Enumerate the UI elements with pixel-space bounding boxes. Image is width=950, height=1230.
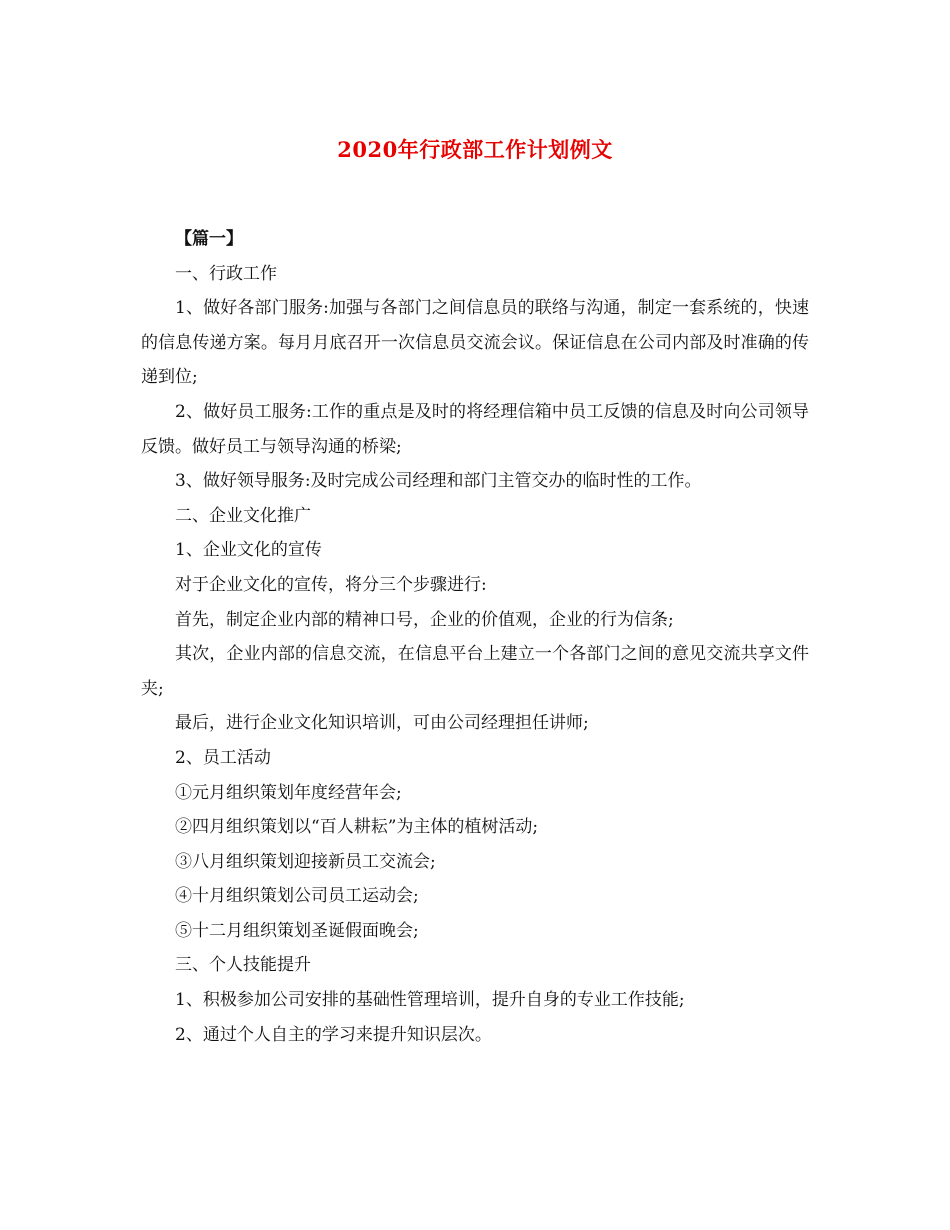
subheading: 2、员工活动 [175, 747, 271, 768]
list-item: ①元月组织策划年度经营年会; [175, 782, 402, 803]
paragraph: 1、做好各部门服务:加强与各部门之间信息员的联络与沟通，制定一套系统的，快速的信息传递方案。每月月底召开一次信息员交流会议。保证信息在公司内部及时准确的传递到位; [141, 298, 809, 388]
list-item: ⑤十二月组织策划圣诞假面晚会; [175, 920, 419, 941]
document-title: 2020年行政部工作计划例文 [337, 137, 613, 162]
paragraph: 首先，制定企业内部的精神口号，企业的价值观，企业的行为信条; [175, 609, 674, 630]
list-item: ④十月组织策划公司员工运动会; [175, 886, 419, 907]
paragraph: 2、做好员工服务:工作的重点是及时的将经理信箱中员工反馈的信息及时向公司领导反馈。做好员工与领导沟通的桥梁; [141, 401, 809, 457]
list-item: ③八月组织策划迎接新员工交流会; [175, 851, 436, 872]
paragraph: 最后，进行企业文化知识培训，可由公司经理担任讲师; [175, 713, 589, 734]
paragraph: 3、做好领导服务:及时完成公司经理和部门主管交办的临时性的工作。 [175, 471, 702, 492]
heading-admin-work: 一、行政工作 [175, 263, 277, 284]
document-body [141, 222, 809, 1052]
heading-skills: 三、个人技能提升 [175, 955, 311, 976]
section-marker: 【篇一】 [175, 229, 243, 249]
subheading: 1、企业文化的宣传 [175, 540, 322, 561]
paragraph: 2、通过个人自主的学习来提升知识层次。 [175, 1024, 492, 1045]
paragraph: 其次，企业内部的信息交流，在信息平台上建立一个各部门之间的意见交流共享文件夹; [141, 644, 809, 699]
list-item: ②四月组织策划以“百人耕耘”为主体的植树活动; [175, 817, 539, 838]
paragraph: 1、积极参加公司安排的基础性管理培训，提升自身的专业工作技能; [175, 990, 685, 1011]
heading-culture: 二、企业文化推广 [175, 505, 311, 526]
paragraph: 对于企业文化的宣传，将分三个步骤进行: [175, 574, 487, 595]
